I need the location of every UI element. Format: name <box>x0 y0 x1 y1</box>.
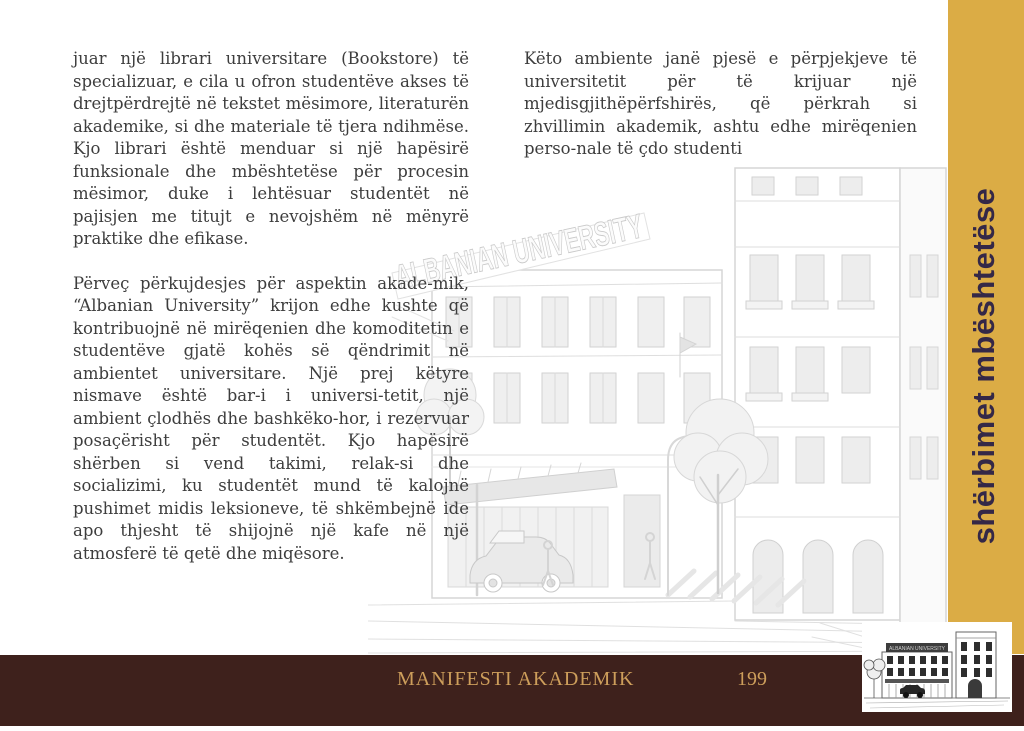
left-text-column <box>73 48 469 565</box>
chapter-title-vertical: shërbimet mbështetëse <box>966 187 1001 545</box>
page-number: 199 <box>737 668 767 690</box>
mini-sign-text: ALBANIAN UNIVERSITY <box>889 646 946 652</box>
university-sign-text: ALBANIAN UNIVERSITY <box>391 178 783 297</box>
building-thumbnail-card <box>862 622 1012 712</box>
right-text-column <box>524 48 917 161</box>
footer-title: MANIFESTI AKADEMIK <box>397 668 635 690</box>
body-paragraph-2: Përveç përkujdesjes për aspektin akade-mik, “Albanian University” krijon edhe kushte që kontribuojnë në mirëqenien dhe komoditetin e studentëve gjatë kohës së qëndrimit në ambientet universitare. Një prej këtyre nismave është bar-i i universi-tetit, një ambient çlodhës dhe bashkëko-hor, i rezervuar posaçërisht për studentët. Kjo hapësirë shërben si vend takimi, relak-si dhe socializimi, ku studentët mund të kalojnë pushimet midis leksioneve, të shkëmbejnë ide apo thjesht të shijojnë një kafe në një atmosferë të qetë dhe miqësore. <box>73 273 469 563</box>
right-building <box>735 168 946 625</box>
left-building <box>432 270 722 598</box>
body-paragraph-1: juar një librari universitare (Bookstore) të specializuar, e cila u ofron studentëve akses të drejtpërdrejtë në tekstet mësimore, literaturën akademike, si dhe materiale të tjera ndihmëse. Kjo librari është menduar si një hapësirë funksionale dhe mbështetëse për procesin mësimor, duke i lehtësuar studentët në pajisjen me titujt e nevojshëm në mënyrë praktike dhe efikase. <box>73 49 469 248</box>
body-paragraph-3: Këto ambiente janë pjesë e përpjekjeve të universitetit për të krijuar një mjedisgjithëpërfshirës, që përkrah si zhvillimin akademik, ashtu edhe mirëqenien perso-nale të çdo studenti <box>524 49 917 158</box>
mini-building-illustration <box>862 622 1012 712</box>
